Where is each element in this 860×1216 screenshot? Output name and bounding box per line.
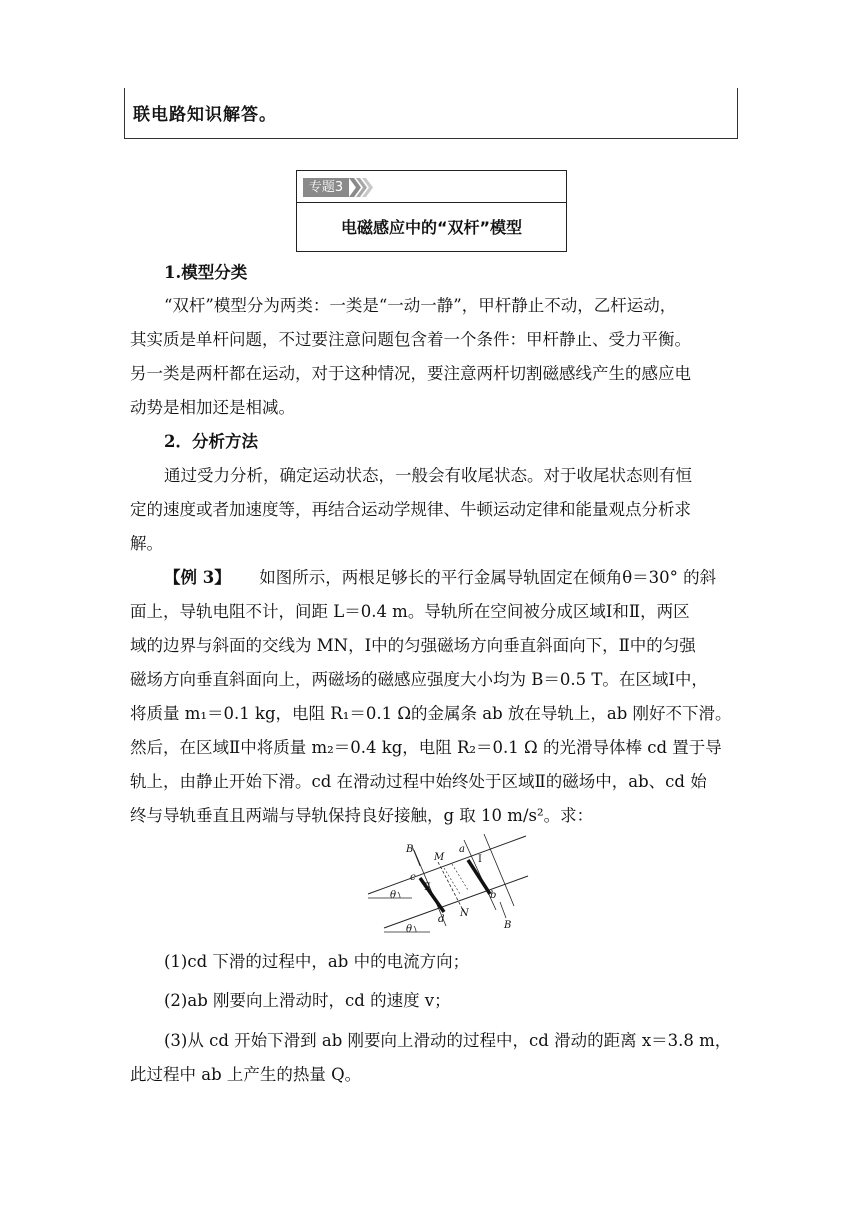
label-N: N xyxy=(460,908,469,919)
previous-solution-text: 联电路知识解答。 xyxy=(133,105,277,125)
example-label: 【例 3】 xyxy=(164,568,231,587)
label-c: c xyxy=(410,872,416,883)
example-line-5: 将质量 m₁＝0.1 kg，电阻 R₁＝0.1 Ω的金属条 ab 放在导轨上，ab 刚好不下滑。 xyxy=(130,704,732,723)
section2-heading: 2．分析方法 xyxy=(164,432,258,451)
label-region-I: Ⅰ xyxy=(478,854,482,865)
question-1: (1)cd 下滑的过程中，ab 中的电流方向； xyxy=(164,952,470,971)
example-line-6: 然后，在区域Ⅱ中将质量 m₂＝0.4 kg，电阻 R₂＝0.1 Ω 的光滑导体棒 cd 置于导 xyxy=(130,738,722,757)
example-line-1-text: 如图所示，两根足够长的平行金属导轨固定在倾角θ＝30° 的斜 xyxy=(259,568,717,587)
section1-line-4: 动势是相加还是相减。 xyxy=(130,398,295,417)
example-line-7: 轨上，由静止开始下滑。cd 在滑动过程中始终处于区域Ⅱ的磁场中，ab、cd 始 xyxy=(130,772,707,791)
question-2: (2)ab 刚要向上滑动时，cd 的速度 v； xyxy=(164,991,451,1010)
label-a: a xyxy=(459,844,465,855)
section1-line-3: 另一类是两杆都在运动，对于这种情况，要注意两杆切割磁感线产生的感应电 xyxy=(130,364,691,383)
example-line-8: 终与导轨垂直且两端与导轨保持良好接触，g 取 10 m/s²。求： xyxy=(130,806,594,825)
topic-tag: 专题3 xyxy=(303,178,349,197)
topic-stripes-decoration xyxy=(349,178,375,197)
rails-diagram xyxy=(360,832,530,936)
section1-line-1: “双杆”模型分为两类：一类是“一动一静”，甲杆静止不动，乙杆运动， xyxy=(164,296,677,315)
topic-title: 电磁感应中的“双杆”模型 xyxy=(340,218,523,237)
example-line-4: 磁场方向垂直斜面向上，两磁场的磁感应强度大小均为 B＝0.5 T。在区域Ⅰ中， xyxy=(130,670,708,689)
label-M: M xyxy=(434,852,445,863)
example-line-3: 域的边界与斜面的交线为 MN，Ⅰ中的匀强磁场方向垂直斜面向下，Ⅱ中的匀强 xyxy=(130,636,696,655)
question-3-line-2: 此过程中 ab 上产生的热量 Q。 xyxy=(130,1065,362,1084)
example-line-1 xyxy=(164,564,716,588)
section2-line-1: 通过受力分析，确定运动状态，一般会有收尾状态。对于收尾状态则有恒 xyxy=(164,466,692,485)
example-line-2: 面上，导轨电阻不计，间距 L＝0.4 m。导轨所在空间被分成区域Ⅰ和Ⅱ，两区 xyxy=(130,602,690,621)
label-B-left: B xyxy=(406,844,414,855)
label-d: d xyxy=(438,914,445,925)
section1-line-2: 其实质是单杆问题，不过要注意问题包含着一个条件：甲杆静止、受力平衡。 xyxy=(130,330,691,349)
topic-box xyxy=(296,170,567,252)
topic-header xyxy=(297,171,566,203)
label-theta-1: θ xyxy=(390,890,397,901)
section2-line-3: 解。 xyxy=(130,534,163,553)
section2-line-2: 定的速度或者加速度等，再结合运动学规律、牛顿运动定律和能量观点分析求 xyxy=(130,500,691,519)
previous-solution-box xyxy=(124,88,738,139)
label-b: b xyxy=(490,890,497,901)
section1-heading: 1.模型分类 xyxy=(164,263,248,282)
question-3-line-1: (3)从 cd 开始下滑到 ab 刚要向上滑动的过程中，cd 滑动的距离 x＝3.8 m， xyxy=(164,1031,732,1050)
label-theta-2: θ xyxy=(406,924,413,935)
label-region-II: Ⅱ xyxy=(424,882,431,893)
label-B-right: B xyxy=(504,920,512,931)
